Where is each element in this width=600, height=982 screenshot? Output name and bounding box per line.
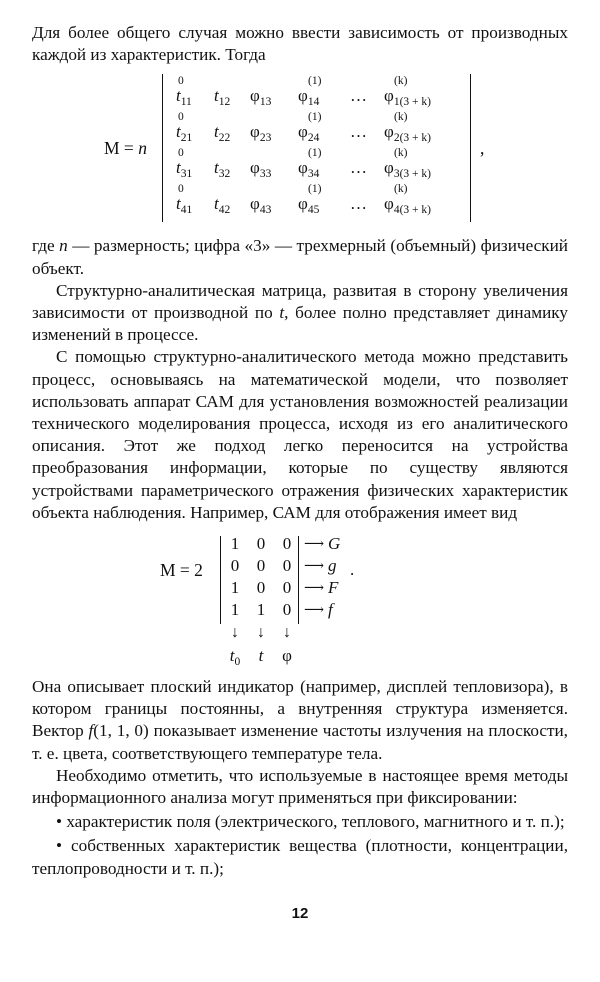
paragraph-intro: Для более общего случая можно ввести зависимость от производных каждой из характеристик. Тогда bbox=[32, 23, 568, 65]
matrix-2-bottom-t0: $t_0$ bbox=[229, 646, 241, 669]
matrix-1-label: M = n bbox=[104, 138, 147, 159]
matrix-2-cell: 0 bbox=[256, 556, 266, 576]
matrix-1-cell-phi: $\varphi_{33}$ bbox=[250, 158, 272, 181]
paragraph-describes: Она описывает плоский индикатор (например, дисплей тепловизора), в котором границы постоянны, а внутренняя структура изменяется. Вектор f(1, 1, 0) показывает изменение частоты излучения на плоскости, т. е. цвета, соответствующего температуре тела. bbox=[32, 677, 568, 763]
matrix-1-cell-t: $t_{32}$ bbox=[214, 158, 231, 181]
matrix-1-cell-phi-k: φ (k) $_{3(3 + k)}$ bbox=[384, 147, 431, 181]
matrix-2-label: M = 2 bbox=[160, 560, 203, 581]
matrix-1-cell-t: $t_{42}$ bbox=[214, 194, 231, 217]
matrix-1-cell-phi-derivative: φ (1) $_{34}$ bbox=[298, 147, 322, 181]
matrix-2-output: F bbox=[328, 578, 339, 598]
matrix-2-arrow: ⟶ bbox=[304, 581, 325, 597]
page-body bbox=[32, 22, 568, 880]
matrix-2-dot: . bbox=[350, 560, 355, 580]
bullet-item-field: • характеристик поля (электрического, теплового, магнитного и т. п.); bbox=[56, 812, 565, 832]
matrix-2-output: G bbox=[328, 534, 341, 554]
matrix-1-cell-phi-k: φ (k) $_{4(3 + k)}$ bbox=[384, 183, 431, 217]
paragraph-where: где n — размерность; цифра «3» — трехмерный (объемный) физический объект. bbox=[32, 236, 568, 278]
matrix-2-arrow: ⟶ bbox=[304, 537, 325, 553]
matrix-1-cell-t0: t 0 $_{41}$ bbox=[176, 183, 193, 217]
matrix-1-cell-phi-k: φ (k) $_{1(3 + k)}$ bbox=[384, 75, 431, 109]
matrix-2-cell: 1 bbox=[230, 578, 240, 598]
matrix-1-cell-t0: t 0 $_{11}$ bbox=[176, 75, 192, 109]
matrix-1-cell-phi-derivative: φ (1) $_{14}$ bbox=[298, 75, 322, 109]
matrix-1-cell-ellipsis: … bbox=[350, 194, 367, 214]
matrix-1-cell-t0: t 0 $_{21}$ bbox=[176, 111, 193, 145]
matrix-1 bbox=[32, 72, 568, 227]
bullet-item-substance: • собственных характеристик вещества (плотности, концентрации, теплопроводности и т. п.); bbox=[32, 836, 568, 878]
matrix-1-cell-phi-derivative: φ (1) $_{24}$ bbox=[298, 111, 322, 145]
matrix-2-cell: 0 bbox=[230, 556, 240, 576]
matrix-2-down-arrow: ↓ bbox=[283, 624, 291, 642]
matrix-2-output: g bbox=[328, 556, 337, 576]
matrix-1-cell-ellipsis: … bbox=[350, 158, 367, 178]
matrix-2-cell: 0 bbox=[282, 578, 292, 598]
matrix-1-cell-phi-k: φ (k) $_{2(3 + k)}$ bbox=[384, 111, 431, 145]
matrix-2-cell: 0 bbox=[256, 578, 266, 598]
matrix-2-right-bar bbox=[298, 536, 299, 624]
matrix-1-cell-phi: $\varphi_{13}$ bbox=[250, 86, 272, 109]
matrix-2-cell: 1 bbox=[256, 600, 266, 620]
matrix-1-comma: , bbox=[480, 138, 485, 159]
paragraph-note: Необходимо отметить, что используемые в настоящее время методы информационного анализа могут применяться при фиксировании: bbox=[32, 765, 568, 808]
matrix-1-left-bar bbox=[162, 74, 163, 222]
matrix-1-cell-phi: $\varphi_{23}$ bbox=[250, 122, 272, 145]
matrix-2-arrow: ⟶ bbox=[304, 559, 325, 575]
matrix-2-bottom-t: t bbox=[258, 646, 264, 666]
matrix-1-cell-t0: t 0 $_{31}$ bbox=[176, 147, 193, 181]
matrix-1-cell-ellipsis: … bbox=[350, 122, 367, 142]
matrix-1-cell-ellipsis: … bbox=[350, 86, 367, 106]
matrix-2-arrow: ⟶ bbox=[304, 603, 325, 619]
matrix-2-cell: 1 bbox=[230, 600, 240, 620]
matrix-2-left-bar bbox=[220, 536, 221, 624]
matrix-2-down-arrow: ↓ bbox=[231, 624, 239, 642]
matrix-2-bottom-phi: φ bbox=[282, 646, 292, 666]
matrix-1-cell-phi-derivative: φ (1) $_{45}$ bbox=[298, 183, 322, 217]
matrix-2-cell: 0 bbox=[282, 556, 292, 576]
page-number: 12 bbox=[291, 905, 309, 922]
paragraph-matrix: Структурно-аналитическая матрица, развитая в сторону увеличения зависимости от производной по t, более полно представляет динамику изменений в процессе. bbox=[32, 280, 569, 345]
paragraph-method: С помощью структурно-аналитического метода можно представить процесс, основываясь на математической модели, что позволяет использовать аппарат САМ для установления возможностей реализации технического моделирования процесса, исходя из его аналитического описания. Этот же подход легко переносится на устройства преобразования информации, которые по существу являются устройствами параметрического отражения физических характеристик объекта наблюдения. Например, САМ для отображения имеет вид bbox=[32, 347, 568, 522]
matrix-1-cell-t: $t_{22}$ bbox=[214, 122, 231, 145]
matrix-2-cell: 0 bbox=[282, 600, 292, 620]
matrix-2-output: f bbox=[328, 600, 333, 620]
matrix-1-cell-phi: $\varphi_{43}$ bbox=[250, 194, 272, 217]
matrix-2-cell: 1 bbox=[230, 534, 240, 554]
matrix-2-down-arrow: ↓ bbox=[257, 624, 265, 642]
matrix-2-cell: 0 bbox=[256, 534, 266, 554]
matrix-2 bbox=[32, 530, 568, 670]
matrix-1-right-bar bbox=[470, 74, 471, 222]
matrix-2-cell: 0 bbox=[282, 534, 292, 554]
matrix-1-cell-t: $t_{12}$ bbox=[214, 86, 231, 109]
